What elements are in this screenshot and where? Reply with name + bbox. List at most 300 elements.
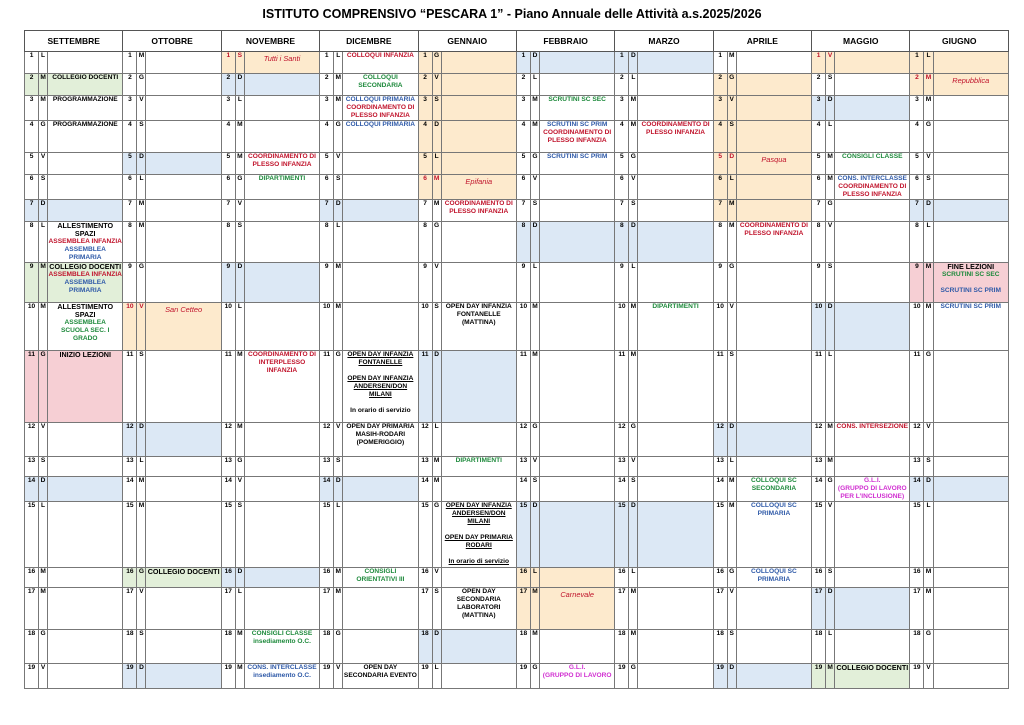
- day-events: [736, 351, 811, 423]
- day-events: [441, 423, 516, 457]
- day-number: 3: [221, 96, 235, 121]
- weekday-letter: G: [530, 664, 539, 689]
- event-text: (MATTINA): [461, 612, 496, 619]
- day-number: 7: [910, 200, 924, 222]
- month-header: GIUGNO: [910, 31, 1009, 52]
- day-number: 8: [516, 222, 530, 263]
- day-row: [25, 222, 1009, 263]
- weekday-letter: S: [727, 630, 736, 664]
- day-number: 8: [320, 222, 334, 263]
- day-number: 16: [221, 568, 235, 588]
- day-number: 6: [812, 175, 826, 200]
- day-number: 12: [516, 423, 530, 457]
- day-events: [736, 423, 811, 457]
- weekday-letter: G: [432, 52, 441, 74]
- weekday-letter: D: [826, 303, 835, 351]
- weekday-letter: M: [334, 588, 343, 630]
- day-events: [638, 588, 713, 630]
- weekday-letter: M: [39, 74, 48, 96]
- day-number: 1: [615, 52, 629, 74]
- page-title: ISTITUTO COMPRENSIVO “PESCARA 1” - Piano Annuale delle Attività a.s.2025/2026: [262, 7, 762, 21]
- event-text: INTERPLESSO: [258, 359, 306, 366]
- day-number: 4: [320, 121, 334, 153]
- day-number: 7: [713, 200, 727, 222]
- event-text: COORDINAMENTO DI: [346, 104, 415, 111]
- day-number: 17: [615, 588, 629, 630]
- day-number: 19: [713, 664, 727, 689]
- day-events: [638, 200, 713, 222]
- day-events: [736, 664, 811, 689]
- weekday-letter: S: [924, 457, 933, 477]
- day-number: 18: [123, 630, 137, 664]
- day-events: [343, 96, 418, 121]
- day-events: [736, 588, 811, 630]
- day-events: [244, 222, 319, 263]
- day-number: 15: [221, 502, 235, 568]
- weekday-letter: S: [334, 457, 343, 477]
- day-events: [244, 502, 319, 568]
- day-row: [25, 175, 1009, 200]
- day-events: [835, 477, 910, 502]
- weekday-letter: M: [39, 303, 48, 351]
- event-text: (POMERIGGIO): [356, 439, 405, 446]
- event-text: COORDINAMENTO DI: [543, 129, 612, 136]
- day-row: [25, 52, 1009, 74]
- weekday-letter: M: [334, 74, 343, 96]
- day-events: [441, 153, 516, 175]
- event-text: MILANI: [369, 391, 392, 398]
- weekday-letter: V: [39, 153, 48, 175]
- day-number: 8: [221, 222, 235, 263]
- event-text: SCRUTINI SC PRIM: [546, 153, 608, 160]
- event-text: PROGRAMMAZIONE: [52, 96, 118, 103]
- day-events: [540, 568, 615, 588]
- day-events: [835, 502, 910, 568]
- event-text: COLLOQUI PRIMARIA: [345, 96, 415, 103]
- day-number: 9: [320, 263, 334, 303]
- day-number: 8: [418, 222, 432, 263]
- day-events: [835, 175, 910, 200]
- day-events: [343, 52, 418, 74]
- day-events: [540, 222, 615, 263]
- weekday-letter: L: [334, 502, 343, 568]
- weekday-letter: M: [137, 200, 146, 222]
- day-number: 3: [320, 96, 334, 121]
- day-number: 13: [713, 457, 727, 477]
- day-number: 14: [713, 477, 727, 502]
- day-events: [343, 153, 418, 175]
- day-number: 4: [123, 121, 137, 153]
- weekday-letter: D: [39, 477, 48, 502]
- event-text: [934, 279, 1009, 287]
- weekday-letter: L: [530, 263, 539, 303]
- day-events: [244, 52, 319, 74]
- day-number: 9: [123, 263, 137, 303]
- day-number: 12: [221, 423, 235, 457]
- day-number: 14: [25, 477, 39, 502]
- day-number: 18: [516, 630, 530, 664]
- day-events: [736, 74, 811, 96]
- weekday-letter: G: [137, 568, 146, 588]
- weekday-letter: S: [629, 477, 638, 502]
- weekday-letter: M: [235, 630, 244, 664]
- day-number: 1: [221, 52, 235, 74]
- day-events: [244, 121, 319, 153]
- day-events: [736, 477, 811, 502]
- day-number: 6: [418, 175, 432, 200]
- day-events: [146, 200, 221, 222]
- day-number: 16: [123, 568, 137, 588]
- weekday-letter: G: [137, 74, 146, 96]
- day-events: [933, 121, 1009, 153]
- day-number: 3: [123, 96, 137, 121]
- event-text: ASSEMBLEA INFANZIA: [48, 271, 122, 278]
- day-number: 1: [812, 52, 826, 74]
- day-events: [343, 263, 418, 303]
- day-events: [146, 175, 221, 200]
- weekday-letter: D: [826, 588, 835, 630]
- day-events: [441, 351, 516, 423]
- day-events: [638, 153, 713, 175]
- weekday-letter: L: [629, 74, 638, 96]
- weekday-letter: V: [137, 303, 146, 351]
- day-number: 1: [713, 52, 727, 74]
- event-text: ALLESTIMENTO SPAZI: [57, 221, 114, 238]
- event-text: INFANZIA: [266, 367, 298, 374]
- event-text: Carnevale: [560, 590, 594, 599]
- weekday-letter: M: [334, 96, 343, 121]
- day-number: 15: [910, 502, 924, 568]
- day-number: 3: [713, 96, 727, 121]
- day-events: [146, 457, 221, 477]
- day-number: 2: [123, 74, 137, 96]
- day-events: [441, 74, 516, 96]
- day-number: 5: [910, 153, 924, 175]
- day-events: [48, 153, 123, 175]
- weekday-letter: M: [39, 568, 48, 588]
- weekday-letter: M: [530, 588, 539, 630]
- day-events: [638, 568, 713, 588]
- event-text: PLESSO INFANZIA: [842, 191, 902, 198]
- day-number: 17: [516, 588, 530, 630]
- day-events: [540, 477, 615, 502]
- event-text: [343, 367, 417, 375]
- weekday-letter: M: [39, 263, 48, 303]
- day-row: [25, 502, 1009, 568]
- day-events: [146, 153, 221, 175]
- weekday-letter: L: [39, 52, 48, 74]
- day-row: [25, 457, 1009, 477]
- day-number: 5: [812, 153, 826, 175]
- day-events: [638, 52, 713, 74]
- weekday-letter: L: [924, 222, 933, 263]
- day-events: [48, 502, 123, 568]
- day-number: 14: [910, 477, 924, 502]
- weekday-letter: V: [727, 303, 736, 351]
- day-number: 6: [713, 175, 727, 200]
- day-events: [835, 423, 910, 457]
- day-number: 17: [25, 588, 39, 630]
- event-text: ALLESTIMENTO SPAZI: [57, 302, 114, 319]
- day-number: 15: [25, 502, 39, 568]
- day-number: 7: [123, 200, 137, 222]
- month-header: FEBBRAIO: [516, 31, 614, 52]
- day-number: 10: [910, 303, 924, 351]
- event-text: OPEN DAY PRIMARIA: [444, 534, 513, 541]
- day-number: 15: [320, 502, 334, 568]
- weekday-letter: V: [924, 423, 933, 457]
- day-events: [48, 96, 123, 121]
- day-number: 14: [516, 477, 530, 502]
- day-number: 12: [812, 423, 826, 457]
- day-events: [638, 502, 713, 568]
- day-number: 11: [516, 351, 530, 423]
- event-text: PLESSO INFANZIA: [449, 208, 509, 215]
- day-number: 18: [615, 630, 629, 664]
- day-events: [933, 153, 1009, 175]
- day-events: [835, 52, 910, 74]
- day-events: [244, 96, 319, 121]
- weekday-letter: M: [432, 200, 441, 222]
- day-events: [441, 303, 516, 351]
- day-events: [244, 303, 319, 351]
- event-text: CONS. INTERCLASSE: [837, 175, 907, 182]
- weekday-letter: M: [629, 588, 638, 630]
- weekday-letter: M: [530, 303, 539, 351]
- day-events: [146, 477, 221, 502]
- weekday-letter: G: [334, 630, 343, 664]
- day-number: 13: [615, 457, 629, 477]
- event-text: SCUOLA SEC. I GRADO: [60, 327, 110, 342]
- weekday-letter: S: [924, 175, 933, 200]
- event-text: insediamento O.C.: [253, 638, 311, 645]
- weekday-letter: S: [727, 351, 736, 423]
- day-number: 14: [418, 477, 432, 502]
- weekday-letter: D: [727, 153, 736, 175]
- event-text: PLESSO INFANZIA: [744, 230, 804, 237]
- weekday-letter: M: [826, 423, 835, 457]
- event-text: PER L’INCLUSIONE): [840, 493, 905, 500]
- weekday-letter: M: [39, 588, 48, 630]
- event-text: ANDERSEN/DON: [452, 510, 506, 517]
- day-number: 16: [615, 568, 629, 588]
- weekday-letter: G: [924, 121, 933, 153]
- day-events: [933, 222, 1009, 263]
- day-number: 1: [516, 52, 530, 74]
- day-events: [540, 74, 615, 96]
- day-number: 1: [123, 52, 137, 74]
- day-number: 10: [615, 303, 629, 351]
- day-events: [638, 303, 713, 351]
- weekday-letter: L: [137, 457, 146, 477]
- day-events: [48, 74, 123, 96]
- weekday-letter: V: [826, 502, 835, 568]
- day-events: [933, 175, 1009, 200]
- day-events: [933, 477, 1009, 502]
- day-number: 2: [221, 74, 235, 96]
- event-text: OPEN DAY PRIMARIA: [346, 423, 415, 430]
- day-events: [835, 588, 910, 630]
- event-text: ASSEMBLEA: [64, 319, 106, 326]
- event-text: COORDINAMENTO DI: [444, 200, 513, 207]
- day-events: [835, 263, 910, 303]
- day-row: [25, 351, 1009, 423]
- weekday-letter: G: [629, 423, 638, 457]
- weekday-letter: G: [727, 568, 736, 588]
- day-events: [638, 423, 713, 457]
- weekday-letter: L: [826, 351, 835, 423]
- weekday-letter: M: [432, 175, 441, 200]
- event-text: COLLEGIO DOCENTI: [836, 663, 909, 672]
- day-number: 9: [615, 263, 629, 303]
- day-number: 17: [910, 588, 924, 630]
- day-events: [441, 96, 516, 121]
- day-number: 8: [25, 222, 39, 263]
- day-events: [835, 568, 910, 588]
- day-events: [48, 200, 123, 222]
- annual-calendar-table: [24, 30, 1009, 689]
- day-number: 12: [615, 423, 629, 457]
- weekday-letter: G: [137, 263, 146, 303]
- event-text: Epifania: [465, 177, 493, 186]
- day-number: 18: [713, 630, 727, 664]
- weekday-letter: V: [334, 423, 343, 457]
- day-events: [540, 121, 615, 153]
- event-text: ASSEMBLEA INFANZIA: [48, 238, 122, 245]
- day-row: [25, 96, 1009, 121]
- day-events: [343, 200, 418, 222]
- day-events: [736, 263, 811, 303]
- weekday-letter: L: [924, 52, 933, 74]
- weekday-letter: M: [530, 96, 539, 121]
- weekday-letter: L: [530, 74, 539, 96]
- day-number: 1: [418, 52, 432, 74]
- day-events: [146, 52, 221, 74]
- day-number: 7: [615, 200, 629, 222]
- day-events: [343, 568, 418, 588]
- event-text: insediamento O.C.: [253, 672, 311, 679]
- day-number: 4: [910, 121, 924, 153]
- weekday-letter: G: [334, 351, 343, 423]
- day-number: 8: [910, 222, 924, 263]
- day-number: 19: [25, 664, 39, 689]
- weekday-letter: M: [826, 153, 835, 175]
- weekday-letter: L: [432, 664, 441, 689]
- day-events: [933, 263, 1009, 303]
- day-events: [933, 200, 1009, 222]
- day-row: [25, 664, 1009, 689]
- weekday-letter: S: [826, 263, 835, 303]
- event-text: INIZIO LEZIONI: [59, 350, 111, 359]
- event-text: DIPARTIMENTI: [258, 175, 306, 182]
- day-number: 9: [25, 263, 39, 303]
- event-text: COORDINAMENTO DI: [739, 222, 808, 229]
- day-events: [835, 664, 910, 689]
- event-text: MILANI: [467, 518, 491, 525]
- event-text: CONS. INTERSEZIONE: [836, 423, 908, 430]
- day-number: 4: [615, 121, 629, 153]
- day-events: [244, 568, 319, 588]
- day-events: [638, 74, 713, 96]
- day-number: 5: [221, 153, 235, 175]
- day-number: 5: [516, 153, 530, 175]
- day-events: [244, 74, 319, 96]
- day-events: [441, 457, 516, 477]
- day-number: 4: [418, 121, 432, 153]
- day-number: 10: [812, 303, 826, 351]
- day-number: 11: [418, 351, 432, 423]
- event-text: COLLOQUI PRIMARIA: [345, 121, 415, 128]
- day-events: [146, 664, 221, 689]
- day-number: 19: [910, 664, 924, 689]
- day-number: 18: [910, 630, 924, 664]
- weekday-letter: V: [39, 423, 48, 457]
- weekday-letter: L: [432, 423, 441, 457]
- weekday-letter: M: [432, 457, 441, 477]
- weekday-letter: V: [432, 263, 441, 303]
- event-text: ANDERSEN/DON: [353, 383, 408, 390]
- event-text: G.L.I.: [864, 477, 881, 484]
- day-number: 3: [418, 96, 432, 121]
- day-events: [146, 588, 221, 630]
- day-events: [441, 263, 516, 303]
- event-text: OPEN DAY: [363, 664, 398, 671]
- weekday-letter: S: [826, 568, 835, 588]
- weekday-letter: G: [235, 175, 244, 200]
- weekday-letter: M: [235, 423, 244, 457]
- day-number: 18: [221, 630, 235, 664]
- day-events: [736, 568, 811, 588]
- day-number: 10: [516, 303, 530, 351]
- day-number: 9: [713, 263, 727, 303]
- weekday-letter: M: [334, 568, 343, 588]
- event-text: PRIMARIA: [757, 576, 791, 583]
- day-number: 2: [812, 74, 826, 96]
- day-number: 16: [25, 568, 39, 588]
- day-number: 19: [615, 664, 629, 689]
- day-events: [244, 664, 319, 689]
- day-events: [146, 630, 221, 664]
- day-events: [933, 568, 1009, 588]
- weekday-letter: D: [432, 630, 441, 664]
- weekday-letter: M: [826, 457, 835, 477]
- day-events: [48, 423, 123, 457]
- day-events: [835, 121, 910, 153]
- day-events: [441, 630, 516, 664]
- day-number: 18: [320, 630, 334, 664]
- weekday-letter: D: [924, 477, 933, 502]
- day-events: [835, 200, 910, 222]
- day-number: 3: [910, 96, 924, 121]
- event-text: COLLEGIO DOCENTI: [49, 262, 122, 271]
- day-number: 9: [418, 263, 432, 303]
- day-events: [736, 175, 811, 200]
- weekday-letter: S: [39, 457, 48, 477]
- day-number: 19: [221, 664, 235, 689]
- day-events: [146, 222, 221, 263]
- weekday-letter: D: [530, 502, 539, 568]
- weekday-letter: L: [530, 568, 539, 588]
- weekday-letter: M: [530, 121, 539, 153]
- day-number: 14: [123, 477, 137, 502]
- weekday-letter: M: [137, 477, 146, 502]
- day-events: [441, 477, 516, 502]
- day-events: [736, 502, 811, 568]
- day-events: [736, 153, 811, 175]
- weekday-letter: L: [137, 175, 146, 200]
- day-events: [540, 52, 615, 74]
- day-number: 4: [221, 121, 235, 153]
